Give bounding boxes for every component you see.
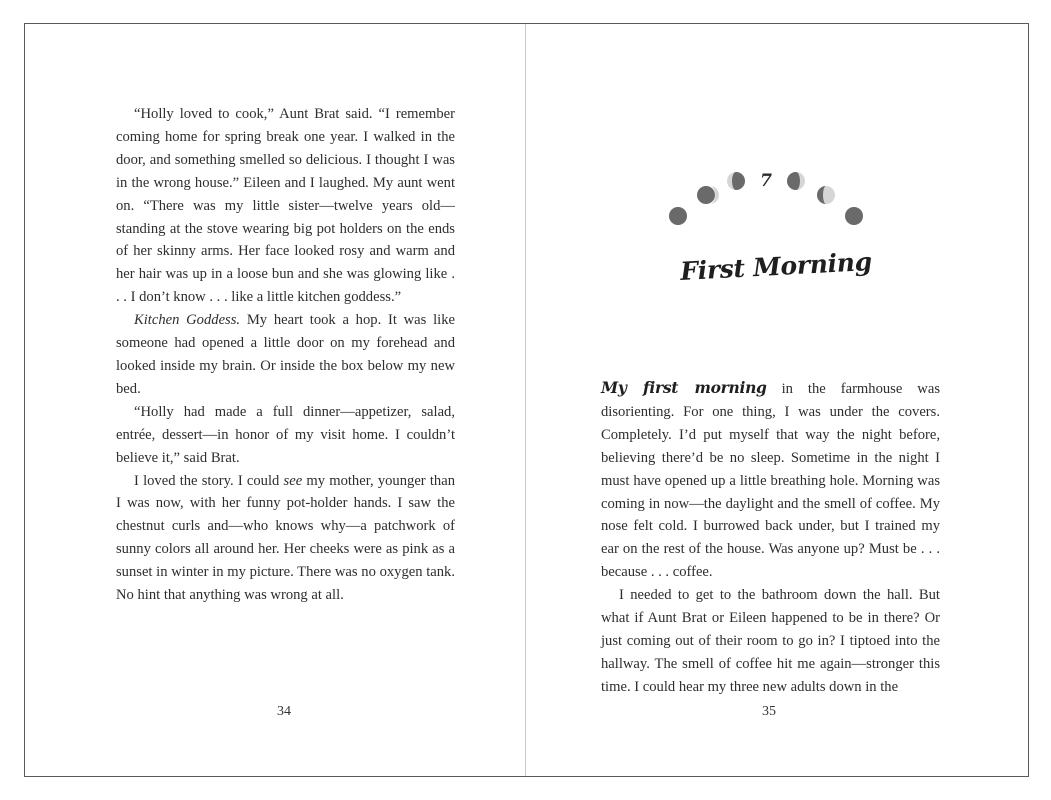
chapter-lead-in: My first morning [601, 378, 767, 397]
moon-phase-icon [845, 207, 863, 225]
chapter-number: 7 [760, 171, 772, 191]
moon-phase-ornament [656, 164, 876, 234]
moon-phase-icon [817, 186, 835, 204]
left-page-text [116, 103, 455, 607]
right-page [526, 24, 1029, 776]
italic-phrase: Kitchen Goddess. [134, 312, 241, 329]
paragraph: I needed to get to the bathroom down the hall. But what if Aunt Brat or Eileen happened to be in there? Or just coming out of their room to go in? I tiptoed into the hallway. The smell of coffee hit me again—stronger this time. I could hear my three new adults down in the [601, 587, 940, 695]
paragraph [116, 309, 455, 401]
book-spread [24, 23, 1029, 777]
moon-phase-icon [669, 207, 687, 225]
paragraph: “Holly had made a full dinner—appetizer, salad, entrée, dessert—in honor of my visit home. I couldn’t believe it,” said Brat. [116, 403, 455, 466]
paragraph-body: my mother, younger than I was now, with her funny pot-holder hands. I saw the chestnut curls and—who knows why—a patchwork of sunny colors all around her. Her cheeks were as pink as a sunset in winter in my picture. There was no oxygen tank. No hint that anything was wrong at all. [116, 472, 455, 604]
paragraph-body: in the farmhouse was disorienting. For one thing, I was under the covers. Completely. I’d put myself that way the night before, believing there’d be no sleep. Sometime in the night I must have opened up a little breathing hole. Morning was coming in now—the daylight and the smell of coffee. My nose felt cold. I burrowed back under, but I trained my ear on the rest of the house. Was anyone up? Must be . . . because . . . coffee. [601, 381, 940, 581]
moon-phase-icon [697, 186, 719, 204]
paragraph-body: My heart took a hop. It was like someone had opened a little door on my forehead and looked inside my brain. Or inside the box below my new bed. [116, 312, 455, 397]
right-page-text [601, 377, 940, 699]
moon-phase-icon [787, 172, 805, 190]
left-page [25, 24, 525, 776]
moon-phase-icon [727, 172, 745, 190]
paragraph-lead: I loved the story. I could [134, 472, 284, 489]
paragraph: “Holly loved to cook,” Aunt Brat said. “I remember coming home for spring break one year. I walked in the door, and something smelled so delicious. I thought I was in the wrong house.” Eileen and I laughed. My aunt went on. “There was my little sister—twelve years old—standing at the stove wearing big pot holders on the ends of her skinny arms. Her face looked rosy and warm and her hair was up in a loose bun and she was glowing like . . . I don’t know . . . like a little kitchen goddess.” [116, 106, 455, 306]
paragraph [116, 470, 455, 607]
paragraph [601, 377, 940, 584]
italic-word: see [283, 472, 303, 489]
page-number: 34 [277, 704, 291, 719]
chapter-title: First Morning [679, 247, 873, 286]
page-number: 35 [762, 704, 776, 719]
